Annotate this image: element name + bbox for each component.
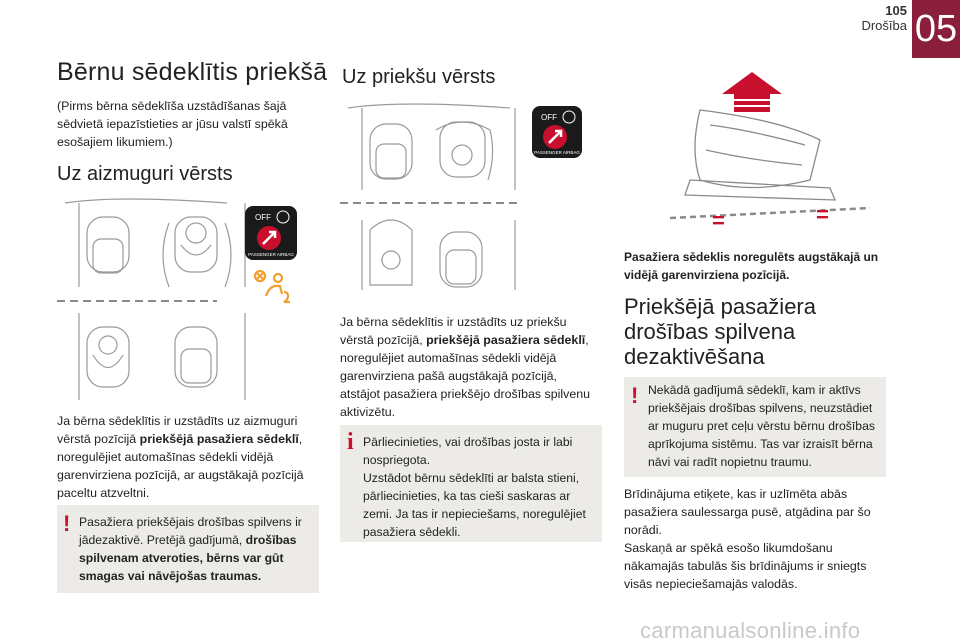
deactivation-heading: Priekšējā pasažiera drošības spilvena dezaktivēšana bbox=[624, 294, 816, 369]
page-title: Bērnu sēdeklītis priekšā bbox=[57, 58, 328, 86]
airbag-off-label-icon bbox=[245, 206, 297, 260]
warning-exclamation-icon: ! bbox=[63, 511, 71, 536]
forward-facing-illustration bbox=[340, 100, 520, 295]
forward-facing-body: Ja bērna sēdeklītis ir uzstādīts uz priekšu vērstā pozīcijā, priekšējā pasažiera sēdeklī, noregulējiet automašīnas sēdekli vidējā garenvirziena pašā augstākajā pozīcijā, atstājot pasažiera priekšējo drošības spilvenu aktivizētu. bbox=[340, 315, 591, 419]
svg-text:PASSENGER AIRBAG: PASSENGER AIRBAG bbox=[248, 252, 294, 257]
rear-facing-warning-text: Pasažiera priekšējais drošības spilvens ir jādezaktivē. Pretējā gadījumā, drošības spilvenam atveroties, bērns var gūt smagas vai nāvējošas traumas. bbox=[79, 515, 302, 583]
deactivation-body-2: Saskaņā ar spēkā esošo likumdošanu nākamajās tabulās šis brīdinājums ir sniegts visās nepieciešamajās valodās. bbox=[624, 541, 867, 591]
chapter-tab: 05 bbox=[912, 0, 960, 58]
info-icon: i bbox=[347, 429, 354, 455]
rear-facing-heading: Uz aizmuguri vērsts bbox=[57, 163, 233, 185]
section-name: Drošība bbox=[861, 18, 907, 33]
rear-facing-body: Ja bērna sēdeklītis ir uzstādīts uz aizmuguri vērstā pozīcijā priekšējā pasažiera sēdeklī, noregulējiet automašīnas sēdekli vidējā garenvirziena pozīcijā, ar augstākajā pozīcijā paceltu atzveltni. bbox=[57, 414, 304, 500]
svg-text:OFF: OFF bbox=[255, 213, 271, 222]
rear-facing-warning-box bbox=[57, 505, 319, 593]
page-number: 105 bbox=[885, 3, 907, 18]
deactivation-warning-text: Nekādā gadījumā sēdeklī, kam ir aktīvs priekšējais drošības spilvens, neuzstādiet ar muguru pret ceļu vērstu bērnu drošības aprīkojuma sistēmu. Tas var izraisīt bērna nāvi vai radīt nopietnu traumu. bbox=[648, 383, 875, 469]
seat-caption: Pasažiera sēdeklis noregulēts augstākajā un vidējā garenvirziena pozīcijā. bbox=[624, 250, 879, 282]
intro-text: (Pirms bērna sēdeklīša uzstādīšanas šajā sēdvietā iepazīstieties ar jūsu valstī spēkā esošajiem likumiem.) bbox=[57, 99, 288, 149]
forward-facing-info-text: Pārliecinieties, vai drošības josta ir labi nospriegota. Uzstādot bērnu sēdeklīti ar balsta stieni, pārliecinieties, ka tas cieši saskaras ar zemi. Ja tas ir nepieciešams, noregulējiet pasažiera sēdekli. bbox=[363, 435, 586, 539]
svg-text:=: = bbox=[712, 208, 725, 230]
airbag-on-label-icon bbox=[532, 106, 582, 158]
svg-text:=: = bbox=[816, 202, 829, 227]
seat-adjustment-illustration bbox=[630, 70, 880, 230]
svg-text:PASSENGER AIRBAG: PASSENGER AIRBAG bbox=[534, 150, 580, 155]
deactivation-body-1: Brīdinājuma etiķete, kas ir uzlīmēta abās pasažiera saulessarga pusē, atgādina par šo norādi. bbox=[624, 487, 871, 537]
forward-facing-info-box bbox=[340, 425, 602, 542]
deactivation-warning-box bbox=[624, 377, 886, 477]
airbag-deactivated-icon bbox=[252, 268, 294, 310]
warning-exclamation-icon: ! bbox=[631, 383, 639, 408]
svg-text:OFF: OFF bbox=[541, 113, 557, 122]
watermark: carmanualsonline.info bbox=[640, 618, 861, 643]
forward-facing-heading: Uz priekšu vērsts bbox=[342, 66, 496, 88]
